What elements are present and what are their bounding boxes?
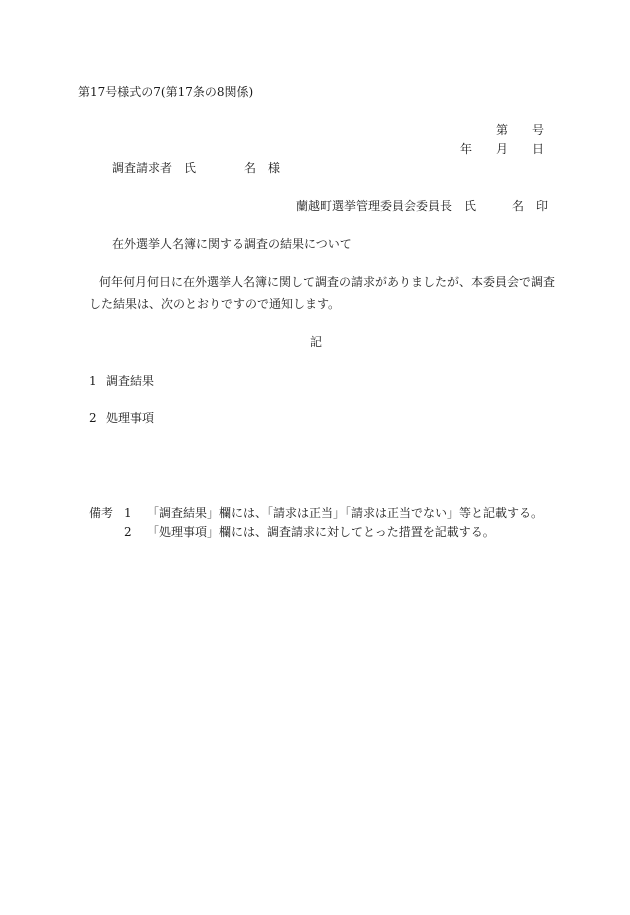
remark-text-2: 「処理事項」欄には、調査請求に対してとった措置を記載する。 — [147, 525, 495, 539]
date-line: 年 月 日 — [460, 142, 545, 156]
item-number-1: 1 — [89, 374, 97, 388]
body-line-2: した結果は、次のとおりですので通知します。 — [89, 297, 341, 311]
item-label-1: 調査結果 — [106, 374, 155, 388]
remarks-heading: 備考 — [89, 506, 114, 520]
ki-heading: 記 — [310, 335, 323, 349]
sender: 蘭越町選挙管理委員会委員長 氏 名 印 — [296, 199, 549, 213]
form-header: 第17号様式の7(第17条の8関係) — [78, 85, 254, 99]
subject: 在外選挙人名簿に関する調査の結果について — [112, 237, 352, 251]
addressee: 調査請求者 氏 名 様 — [112, 161, 281, 175]
remark-text-1: 「調査結果」欄には、「請求は正当」「請求は正当でない」等と記載する。 — [147, 506, 544, 520]
remark-number-2: 2 — [124, 525, 132, 539]
item-label-2: 処理事項 — [106, 411, 155, 425]
remark-number-1: 1 — [124, 506, 132, 520]
item-number-2: 2 — [89, 411, 97, 425]
number-line: 第 号 — [496, 123, 545, 137]
body-line-1: 何年何月何日に在外選挙人名簿に関して調査の請求がありましたが、本委員会で調査 — [99, 275, 556, 289]
